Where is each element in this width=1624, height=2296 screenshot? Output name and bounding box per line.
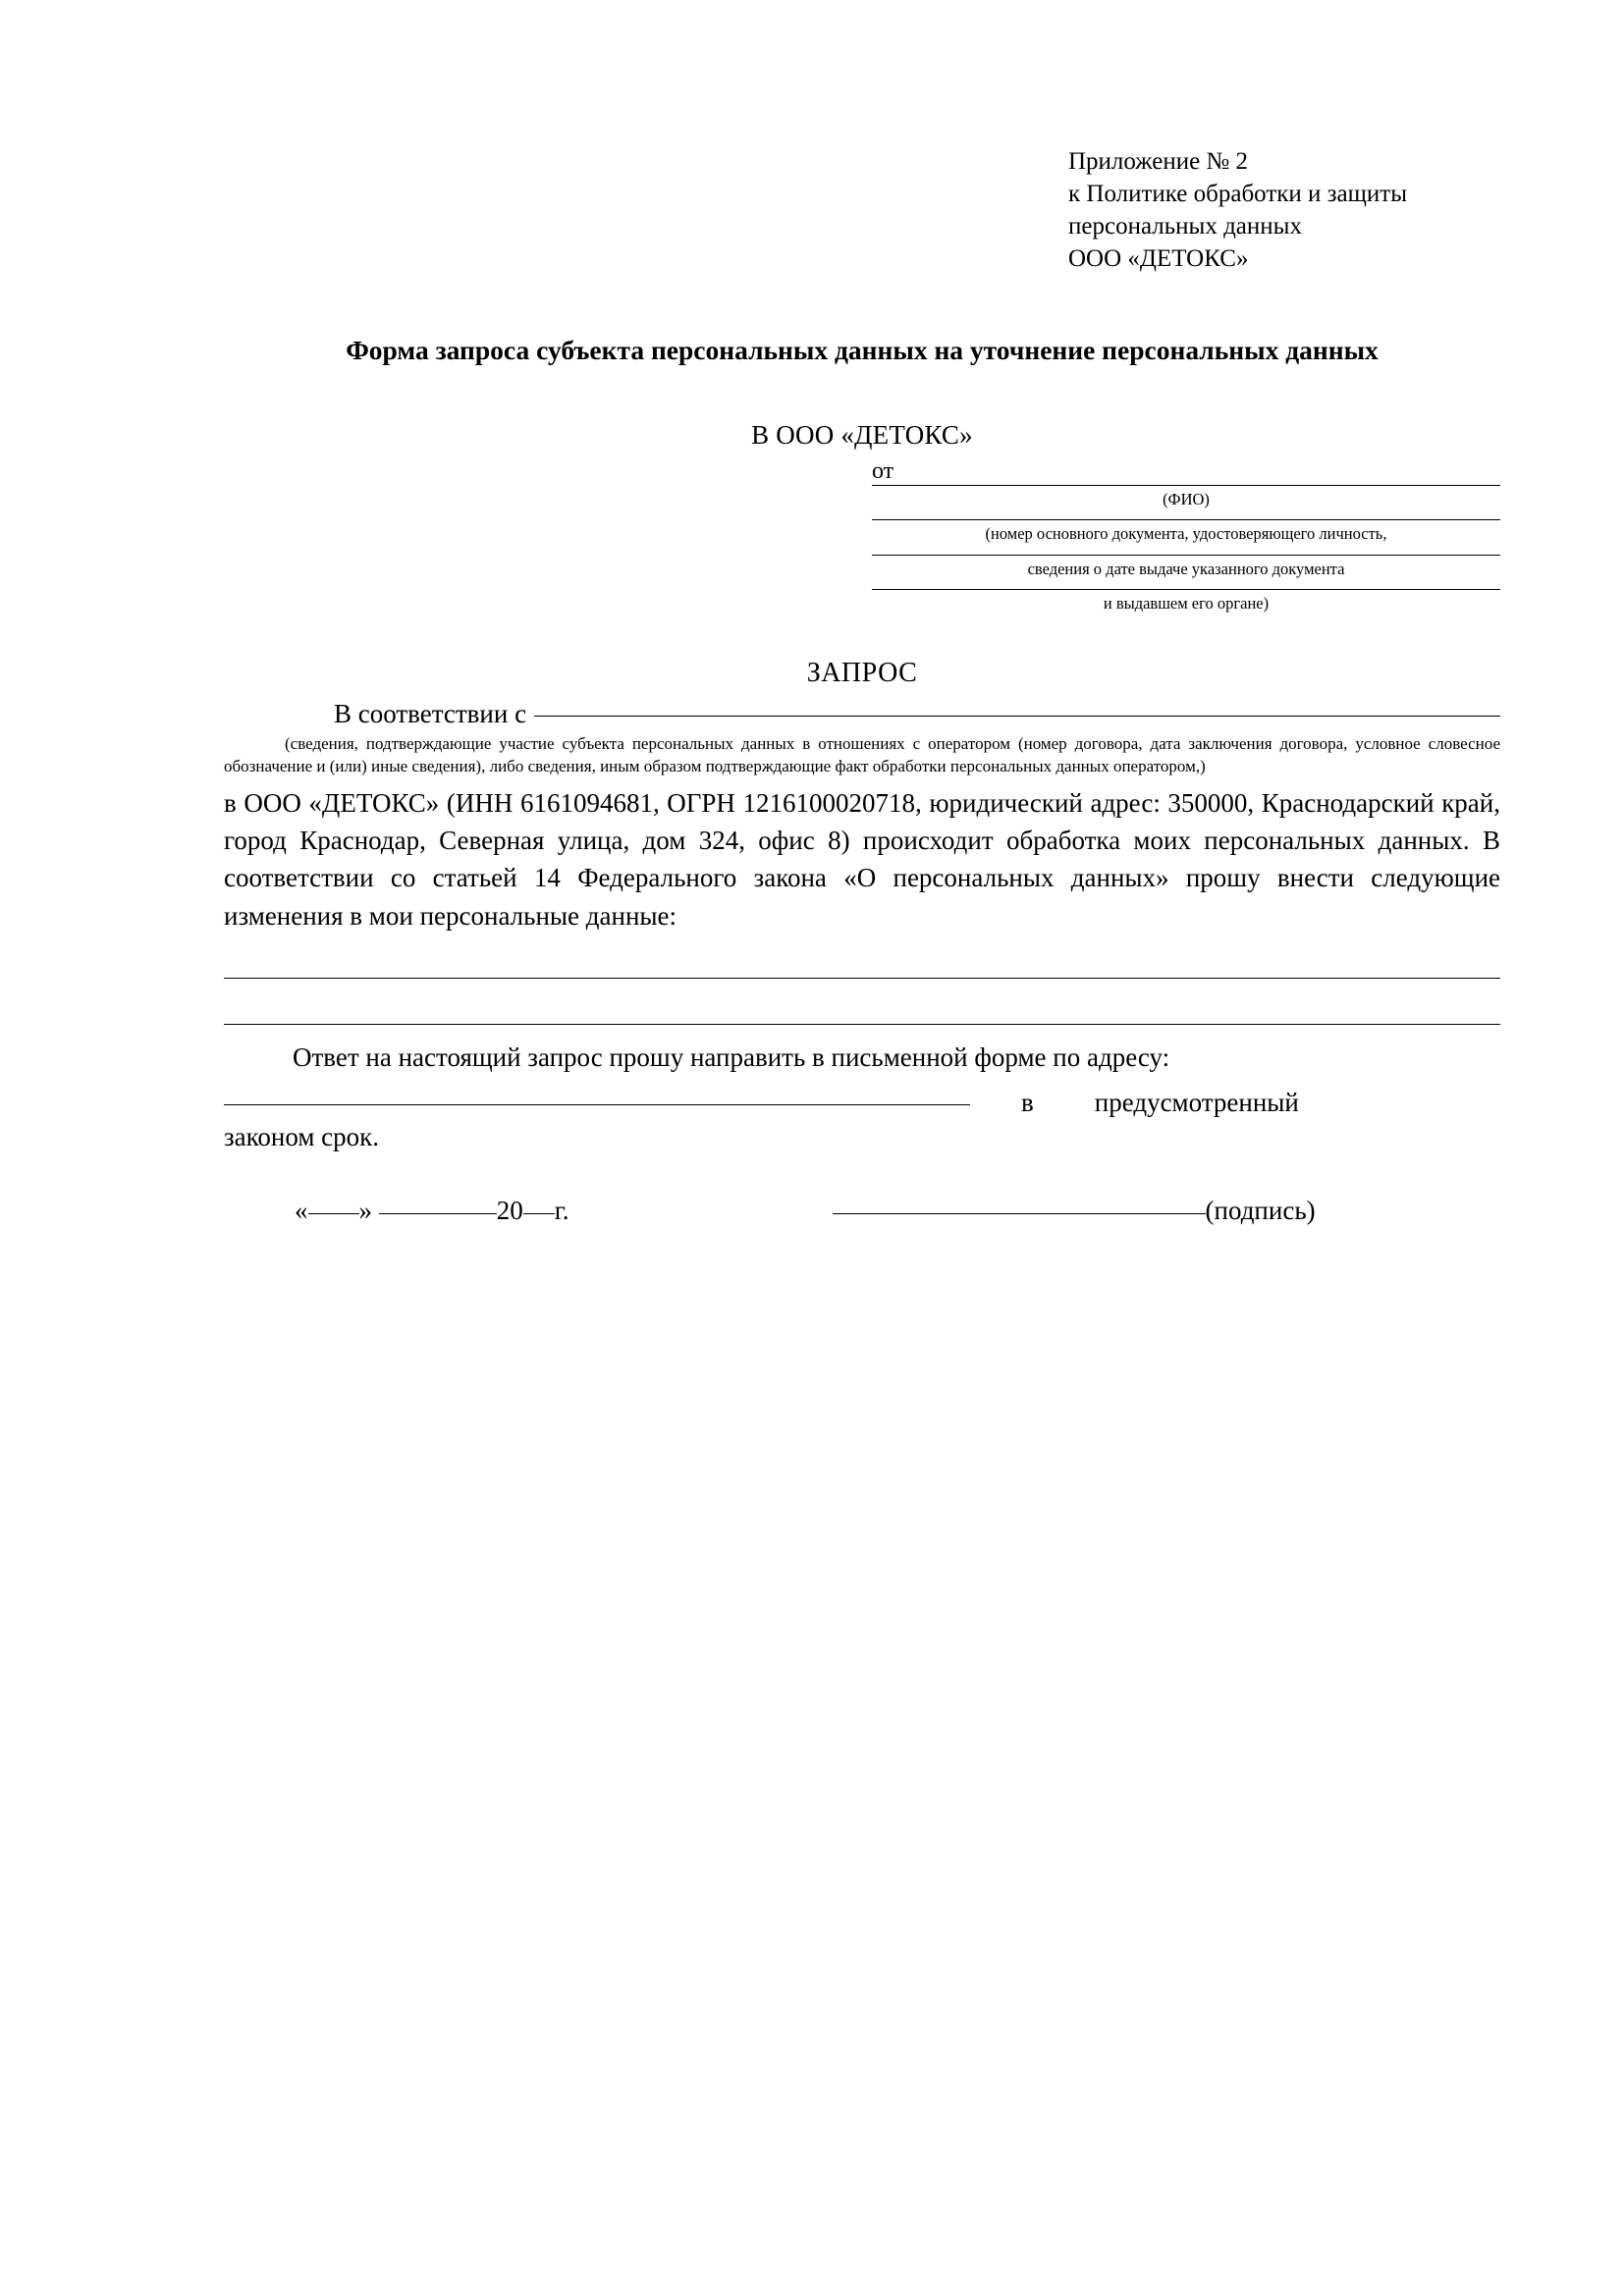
appendix-line-2: к Политике обработки и защиты (1068, 181, 1408, 207)
in-accordance-row (224, 699, 1500, 729)
answer-address-field-line[interactable] (224, 1104, 970, 1105)
body-paragraph: в ООО «ДЕТОКС» (ИНН 6161094681, ОГРН 1216100020718, юридический адрес: 350000, Краснодарский край, город Краснодар, Северная улица, дом 324, офис 8) происходит обработка моих персональных данных. В соответствии со статьей 14 Федерального закона «О персональных данных» прошу внести следующие изменения в мои персональные данные: (224, 787, 1500, 931)
addressee-line: В ООО «ДЕТОКС» (751, 419, 973, 450)
from-label-row (224, 458, 1500, 485)
answer-paragraph (224, 1039, 1500, 1076)
answer-word-v: в (1021, 1088, 1034, 1118)
document-content (224, 145, 1500, 1226)
request-heading: ЗАПРОС (806, 657, 918, 688)
changes-field-line-1[interactable] (224, 978, 1500, 979)
appendix-header (1068, 145, 1500, 275)
changes-field-line-2[interactable] (224, 1024, 1500, 1025)
answer-paragraph-text: Ответ на настоящий запрос прошу направить в письменной форме по адресу: (293, 1041, 1170, 1072)
date-month-blank[interactable] (379, 1213, 497, 1214)
signature-field[interactable] (833, 1196, 1316, 1226)
date-quote-close: » (358, 1196, 372, 1226)
in-accordance-note (224, 733, 1500, 778)
document-number-caption: (номер основного документа, удостоверяющего личность, (985, 524, 1387, 544)
answer-word-predusmotrennyj: предусмотренный (1094, 1088, 1299, 1118)
date-year-blank[interactable] (523, 1213, 555, 1214)
applicant-fields (872, 485, 1500, 614)
document-issuer-caption: и выдавшем его органе) (1103, 594, 1270, 614)
fio-caption: (ФИО) (1163, 489, 1210, 508)
document-date-field-line[interactable] (872, 555, 1500, 556)
in-accordance-field-line[interactable] (534, 716, 1500, 717)
signature-row (224, 1196, 1500, 1226)
appendix-line-4: ООО «ДЕТОКС» (1068, 245, 1249, 272)
document-number-field-line[interactable] (872, 519, 1500, 520)
page-title: Форма запроса субъекта персональных данных на уточнение персональных данных (346, 335, 1379, 365)
appendix-line-3: персональных данных (1068, 213, 1302, 240)
date-day-blank[interactable] (308, 1213, 359, 1214)
date-field[interactable] (224, 1196, 569, 1226)
fio-field-line[interactable] (872, 485, 1500, 486)
date-quote-open: « (295, 1196, 308, 1226)
answer-address-row (224, 1088, 1500, 1118)
from-label: от (872, 457, 894, 484)
document-date-caption: сведения о дате выдаче указанного документа (1027, 559, 1345, 578)
date-suffix: г. (554, 1196, 569, 1226)
in-accordance-label: В соответствии с (334, 698, 527, 728)
date-year: 20 (496, 1196, 523, 1226)
document-issuer-field-line[interactable] (872, 589, 1500, 590)
appendix-line-1: Приложение № 2 (1068, 148, 1249, 175)
answer-tail: законом срок. (224, 1122, 380, 1152)
signature-label: (подпись) (1205, 1196, 1316, 1226)
in-accordance-note-text: (сведения, подтверждающие участие субъекта персональных данных в отношениях с оператором (номер договора, дата заключения договора, условное словесное обозначение и (или) иные сведения), либо сведения, иным образом подтверждающие факт обработки персональных данных оператором,) (224, 733, 1500, 775)
signature-blank[interactable] (833, 1213, 1206, 1214)
